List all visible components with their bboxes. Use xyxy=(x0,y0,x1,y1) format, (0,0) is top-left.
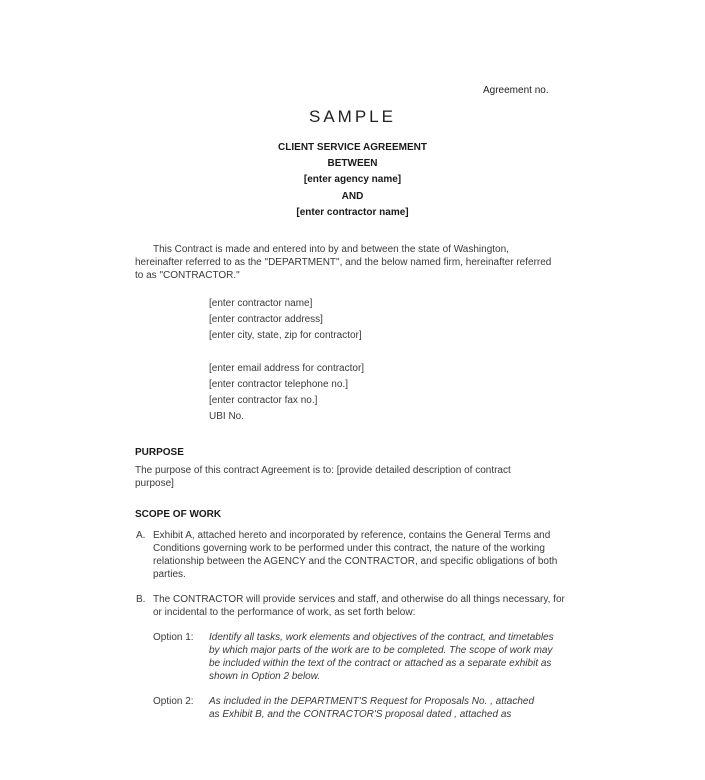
purpose-heading: PURPOSE xyxy=(135,447,184,458)
title-line-4: AND xyxy=(341,191,364,202)
scope-item-a-line-4: parties. xyxy=(153,569,186,580)
option-1-line-1: Identify all tasks, work elements and objectives of the contract, and timetables xyxy=(209,632,554,643)
option-1-line-4: shown in Option 2 below. xyxy=(209,671,321,682)
ubi-number-field: UBI No. xyxy=(209,411,245,422)
contractor-name-field: [enter contractor name] xyxy=(209,298,313,309)
contractor-fax-field: [enter contractor fax no.] xyxy=(209,395,318,406)
option-2-line-2: as Exhibit B, and the CONTRACTOR'S proposal dated , attached as xyxy=(209,709,512,720)
option-1-line-2: by which major parts of the work are to be completed. The scope of work may xyxy=(209,645,553,656)
scope-heading: SCOPE OF WORK xyxy=(135,509,222,520)
option-2-line-1: As included in the DEPARTMENT'S Request for Proposals No. , attached xyxy=(209,696,535,707)
purpose-line-2: purpose] xyxy=(135,478,174,489)
scope-item-a-letter: A. xyxy=(136,530,146,541)
contractor-phone-field: [enter contractor telephone no.] xyxy=(209,379,348,390)
scope-item-a-line-3: relationship between the AGENCY and the CONTRACTOR, and specific obligations of both xyxy=(153,556,558,567)
scope-item-b-line-1: The CONTRACTOR will provide services and staff, and otherwise do all things necessary, for xyxy=(153,594,565,605)
scope-item-a-line-1: Exhibit A, attached hereto and incorporated by reference, contains the General Terms and xyxy=(153,530,551,541)
option-1-line-3: be included within the text of the contract or attached as a separate exhibit as xyxy=(209,658,552,669)
scope-item-b-line-2: or incidental to the performance of work, as set forth below: xyxy=(153,607,416,618)
intro-line-2: hereinafter referred to as the "DEPARTMENT", and the below named firm, hereinafter referred xyxy=(135,257,552,268)
scope-item-b-letter: B. xyxy=(136,594,146,605)
title-line-5: [enter contractor name] xyxy=(296,207,409,218)
purpose-line-1: The purpose of this contract Agreement is to: [provide detailed description of contract xyxy=(135,465,511,476)
contractor-email-field: [enter email address for contractor] xyxy=(209,363,365,374)
title-line-1: CLIENT SERVICE AGREEMENT xyxy=(278,142,427,153)
sample-heading: SAMPLE xyxy=(309,107,396,126)
intro-line-3: to as "CONTRACTOR." xyxy=(135,270,240,281)
option-2-label: Option 2: xyxy=(153,696,194,707)
contractor-address-field: [enter contractor address] xyxy=(209,314,323,325)
scope-item-a-line-2: Conditions governing work to be performed under this contract, the nature of the working xyxy=(153,543,545,554)
contractor-city-field: [enter city, state, zip for contractor] xyxy=(209,330,362,341)
agreement-number-label: Agreement no. xyxy=(483,85,549,96)
option-1-label: Option 1: xyxy=(153,632,194,643)
title-line-3: [enter agency name] xyxy=(303,174,402,185)
intro-line-1: This Contract is made and entered into by and between the state of Washington, xyxy=(153,244,509,255)
title-line-2: BETWEEN xyxy=(327,158,378,169)
